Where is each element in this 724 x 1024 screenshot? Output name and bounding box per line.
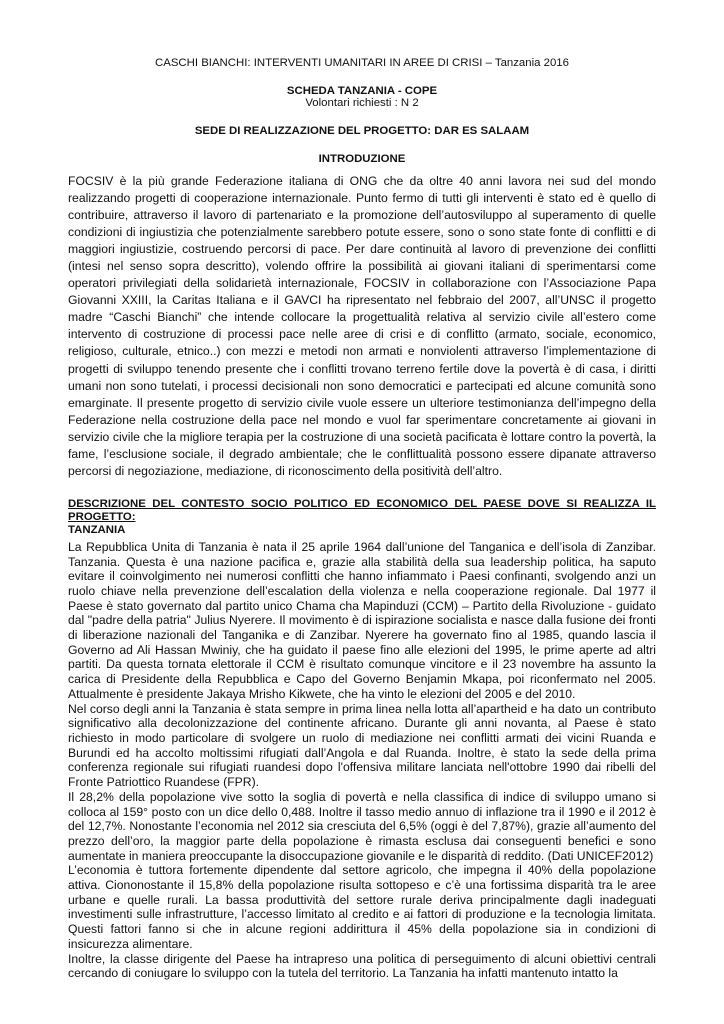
paragraph-classe-dirigente: Inoltre, la classe dirigente del Paese ha intrapreso una politica di perseguimento di alcuni obiettivi centrali cercando di coniugare lo sviluppo con la tutela del territorio. La Tanzania ha infatti mantenuto intatto la (68, 951, 656, 981)
volontari-count: Volontari richiesti : N 2 (305, 97, 419, 109)
paragraph-storia: La Repubblica Unita di Tanzania è nata il 25 aprile 1964 dall’unione del Tanganica e dell’isola di Zanzibar. Tanzania. Questa è una nazione pacifica e, grazie alla stabilità della sua leadership politica, ha saputo evitare il coinvolgimento nei numerosi conflitti che hanno infiammato i Paesi confinanti, svolgendo anzi un ruolo chiave nella prevenzione dell’escalation della violenza e nella cooperazione regionale. Dal 1977 il Paese è stato governato dal partito unico Chama cha Mapinduzi (CCM) – Partito della Rivoluzione - guidato dal "padre della patria" Julius Nyerere. Il movimento è di ispirazione socialista e nasce dalla fusione dei fronti di liberazione nazionali del Tanganika e di Zanzibar. Nyerere ha governato fino al 1985, quando lascia il Governo ad Ali Hassan Mwiniy, che ha guidato il paese fino alle elezioni del 1995, le prime aperte ad altri partiti. Da questa tornata elettorale il CCM è risultato comunque vincitore e il 23 novembre ha assunto la carica di Presidente della Repubblica e Capo del Governo Benjamin Mkapa, poi riconfermato nel 2005. Attualmente è presidente Jakaya Mrisho Kikwete, che ha vinto le elezioni del 2005 e del 2010. (68, 539, 656, 701)
scheda-title: SCHEDA TANZANIA - COPE (286, 85, 438, 97)
introduzione-paragraph: FOCSIV è la più grande Federazione italiana di ONG che da oltre 40 anni lavora nei sud del mondo realizzando progetti di cooperazione internazionale. Punto fermo di tutti gli interventi è stato ed è quello di contribuire, attraverso il lavoro di partenariato e la promozione dell’autosviluppo al superamento di quelle condizioni di ingiustizia che potenzialmente sarebbero potute essere, sono o sono state fonte di conflitti e di maggiori ingiustizie, costruendo percorsi di pace. Per dare continuità al lavoro di prevenzione dei conflitti (intesi nel senso sopra descritto), volendo offrire la possibilità ai giovani italiani di sperimentarsi come operatori privilegiati della solidarietà internazionale, FOCSIV in collaborazione con l’Associazione Papa Giovanni XXIII, la Caritas Italiana e il GAVCI ha ripresentato nel febbraio del 2007, all’UNSC il progetto madre “Caschi Bianchi” che intende collocare la progettualità relativa al servizio civile all’estero come intervento di costruzione di processi pace nelle aree di crisi e di conflitto (armato, sociale, economico, religioso, culturale, etnico..) con mezzi e metodi non armati e nonviolenti attraverso l’implementazione di progetti di sviluppo tenendo presente che i conflitti trovano terreno fertile dove la povertà è di casa, i diritti umani non sono tutelati, i processi decisionali non sono democratici e partecipati ed alcune comunità sono emarginate. Il presente progetto di servizio civile vuole essere un ulteriore testimonianza dell’impegno della Federazione nella costruzione della pace nel mondo e vuol far sperimentare concretamente ai giovani in servizio civile che la migliore terapia per la costruzione di una società pacificata è lottare contro la povertà, la fame, l’esclusione sociale, il degrado ambientale; che le conflittualità possono essere dipanate attraverso percorsi di negoziazione, mediazione, di riconoscimento della positività dell’altro. (68, 174, 656, 478)
country-heading: TANZANIA (68, 523, 126, 536)
document-header: CASCHI BIANCHI: INTERVENTI UMANITARI IN AREE DI CRISI – Tanzania 2016 (155, 57, 569, 69)
sede-heading: SEDE DI REALIZZAZIONE DEL PROGETTO: DAR ES SALAAM (194, 125, 530, 137)
introduzione-heading: INTRODUZIONE (318, 153, 406, 165)
document-page (68, 55, 656, 981)
paragraph-poverta: Il 28,2% della popolazione vive sotto la soglia di povertà e nella classifica di indice di sviluppo umano si colloca al 159° posto con un dice dello 0,488. Inoltre il tasso medio annuo di inflazione tra il 1990 e il 2012 è del 12,7%. Nonostante l’economia nel 2012 sia cresciuta del 6,5% (oggi è del 7,87%), grazie all’aumento del prezzo dell’oro, la maggior parte della popolazione è rimasta esclusa dai conseguenti benefici e sono aumentate in maniera preoccupante la disoccupazione giovanile e le disparità di reddito. (Dati UNICEF2012) (68, 789, 656, 863)
paragraph-apartheid: Nel corso degli anni la Tanzania è stata sempre in prima linea nella lotta all’apartheid e ha dato un contributo significativo alla decolonizzazione del continente africano. Durante gli anni novanta, al Paese è stato richiesto in modo particolare di svolgere un ruolo di mediazione nei conflitti armati dei vicini Ruanda e Burundi ed ha accolto moltissimi rifugiati dall’Angola e dal Ruanda. Inoltre, è stato la sede della prima conferenza regionale sui rifugiati ruandesi dopo l'offensiva militare lanciata nell'ottobre 1990 dai ribelli del Fronte Patriottico Ruandese (FPR). (68, 701, 656, 790)
paragraph-economia: L’economia è tuttora fortemente dipendente dal settore agricolo, che impegna il 40% della popolazione attiva. Ciononostante il 15,8% della popolazione risulta sottopeso e c’è una fortissima disparità tra le aree urbane e quelle rurali. La bassa produttività del settore rurale deriva principalmente dagli inadeguati investimenti sulle infrastrutture, l’accesso limitato al credito e ai fattori di produzione e la tecnologia limitata. Questi fattori fanno si che in alcune regioni addirittura il 45% della popolazione sia in condizioni di insicurezza alimentare. (68, 863, 656, 951)
descrizione-heading: DESCRIZIONE DEL CONTESTO SOCIO POLITICO ED ECONOMICO DEL PAESE DOVE SI REALIZZA IL PROGETTO: (68, 497, 656, 523)
